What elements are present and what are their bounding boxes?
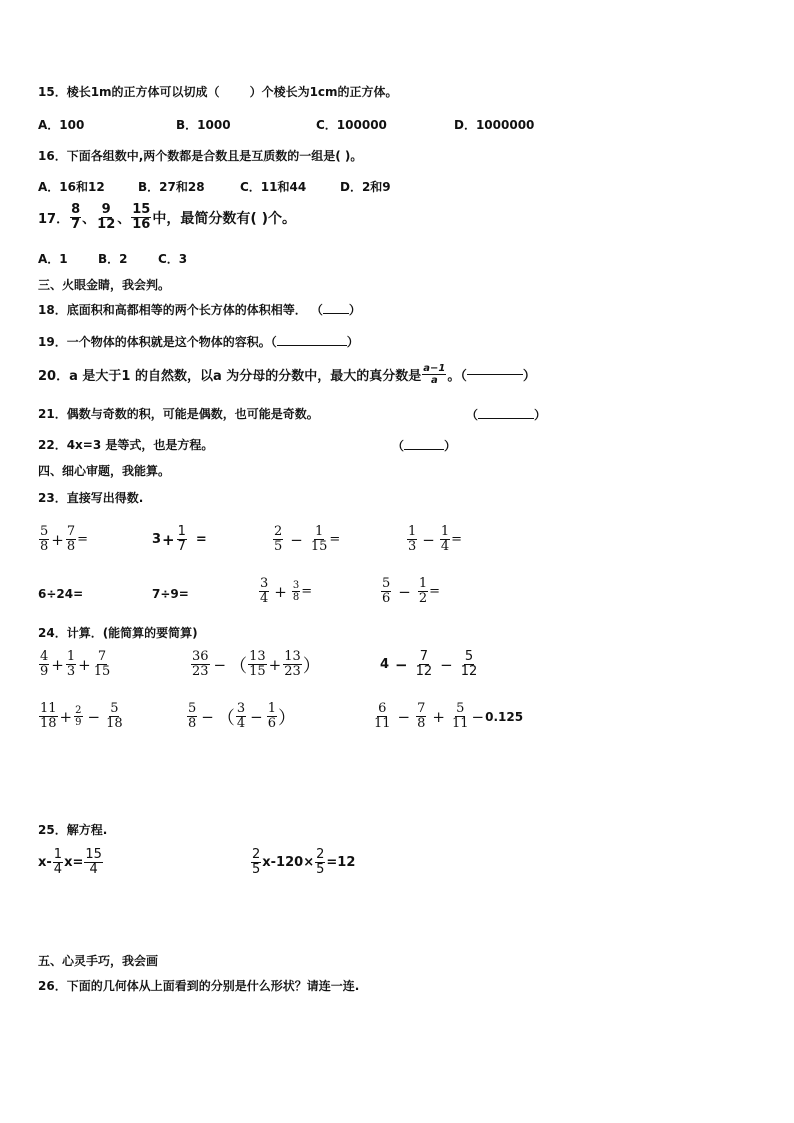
q15-option-c[interactable]: C．100000 bbox=[316, 118, 387, 132]
q23-expr-4: $\frac{1}{3}$ − $\frac{1}{4}$ = bbox=[408, 524, 463, 554]
q17-option-c[interactable]: C．3 bbox=[158, 252, 188, 266]
q23-expr-3: $\frac{2}{5}$ − $\frac{1}{15}$ = bbox=[274, 524, 341, 554]
q25-equation-2: $\frac{2}{5}$ x-120× $\frac{2}{5}$ =12 bbox=[252, 847, 356, 877]
q16-option-c[interactable]: C．11和44 bbox=[240, 180, 307, 194]
q20-tail: 。（ bbox=[447, 369, 467, 384]
q19-close: ） bbox=[346, 335, 359, 349]
q17-fraction: $\frac{8}{7}$ bbox=[71, 202, 81, 232]
q15-option-d[interactable]: D．1000000 bbox=[454, 118, 535, 132]
q25-title: 25．解方程. bbox=[38, 823, 108, 837]
q18-answer-blank[interactable] bbox=[323, 313, 349, 314]
q15-line bbox=[38, 84, 398, 100]
q17-sep: 、 bbox=[117, 212, 131, 227]
q15-option-b[interactable]: B．1000 bbox=[176, 118, 231, 132]
q24-expr-3: 4 − $\frac{7}{12}$ − $\frac{5}{12}$ bbox=[380, 649, 478, 679]
q24-expr-2: $\frac{36}{23}$ − （ $\frac{13}{15}$ + $\frac{13}{23}$ ） bbox=[192, 649, 321, 679]
q19-text: 19．一个物体的体积就是这个物体的容积。（ bbox=[38, 335, 277, 349]
q17-fraction: $\frac{15}{16}$ bbox=[132, 202, 151, 232]
section-5-heading: 五、心灵手巧，我会画 bbox=[38, 954, 159, 968]
q20-fraction: $\frac{a-1}{a}$ bbox=[423, 363, 446, 386]
q22-text: 22．4x=3 是等式，也是方程。 bbox=[38, 438, 214, 452]
q20-close: ） bbox=[522, 369, 536, 384]
q23-title: 23．直接写出得数. bbox=[38, 491, 144, 505]
section-4-heading: 四、细心审题，我能算。 bbox=[38, 464, 171, 478]
q23-expr-2: 3 + $\frac{1}{7}$ = bbox=[152, 524, 207, 554]
q19-answer-blank[interactable] bbox=[277, 345, 347, 346]
q24-expr-1: $\frac{4}{9}$ + $\frac{1}{3}$ + $\frac{7}{15}$ bbox=[40, 649, 111, 679]
q18-close: ） bbox=[348, 303, 361, 317]
q25-equation-1: x- $\frac{1}{4}$ x= $\frac{15}{4}$ bbox=[38, 847, 102, 877]
q23-expr-1: $\frac{5}{8}$ + $\frac{7}{8}$ = bbox=[40, 524, 89, 554]
q23-expr-8: $\frac{5}{6}$ − $\frac{1}{2}$ = bbox=[382, 576, 441, 606]
q18-line bbox=[38, 302, 361, 318]
q17-sep: 、 bbox=[82, 212, 96, 227]
q17-option-a[interactable]: A．1 bbox=[38, 252, 68, 266]
q26-text: 26．下面的几何体从上面看到的分别是什么形状？请连一连. bbox=[38, 979, 360, 993]
q16-option-a[interactable]: A．16和12 bbox=[38, 180, 105, 194]
q21-answer: （ ） bbox=[466, 408, 547, 422]
q24-title: 24．计算．(能简算的要简算) bbox=[38, 626, 198, 640]
q18-text: 18．底面积和高都相等的两个长方体的体积相等． （ bbox=[38, 303, 323, 317]
q23-expr-5: 6÷24= bbox=[38, 587, 84, 601]
q16-text: 16．下面各组数中,两个数都是合数且是互质数的一组是( )。 bbox=[38, 149, 363, 163]
q17-option-b[interactable]: B．2 bbox=[98, 252, 128, 266]
q23-expr-6: 7÷9= bbox=[152, 587, 189, 601]
q21-answer-blank[interactable] bbox=[478, 418, 534, 419]
q19-line bbox=[38, 334, 359, 350]
q16-option-d[interactable]: D．2和9 bbox=[340, 180, 391, 194]
q24-expr-5: $\frac{5}{8}$ − （ $\frac{3}{4}$ − $\frac{1}{6}$ ） bbox=[188, 701, 296, 731]
q24-expr-6: $\frac{6}{11}$ − $\frac{7}{8}$ + $\frac{5}{11}$ − 0.125 bbox=[374, 701, 524, 731]
q24-expr-4: $\frac{11}{18}$ + $\frac{2}{9}$ − $\frac{5}{18}$ bbox=[40, 701, 123, 731]
q21-text: 21．偶数与奇数的积，可能是偶数，也可能是奇数。 bbox=[38, 407, 319, 421]
q15-option-a[interactable]: A．100 bbox=[38, 118, 85, 132]
q16-option-b[interactable]: B．27和28 bbox=[138, 180, 205, 194]
section-3-heading: 三、火眼金睛，我会判。 bbox=[38, 278, 171, 292]
q15-text-b: ）个棱长为1cm的正方体。 bbox=[249, 85, 398, 99]
q17-suffix: 中，最简分数有( )个。 bbox=[152, 210, 297, 227]
q17-prefix: 17． bbox=[38, 212, 70, 227]
q22-answer-blank[interactable] bbox=[404, 449, 444, 450]
q22-answer: （ ） bbox=[392, 439, 457, 453]
q20-line bbox=[38, 363, 536, 386]
q15-text-a: 15．棱长1m的正方体可以切成（ bbox=[38, 85, 220, 99]
q17-fraction: $\frac{9}{12}$ bbox=[97, 202, 116, 232]
q20-answer-blank[interactable] bbox=[467, 374, 523, 375]
q17-line bbox=[38, 203, 296, 232]
q23-expr-7: $\frac{3}{4}$ + $\frac{3}{8}$ = bbox=[260, 576, 313, 606]
q20-text: 20．a 是大于1 的自然数，以a 为分母的分数中，最大的真分数是 bbox=[38, 369, 422, 384]
